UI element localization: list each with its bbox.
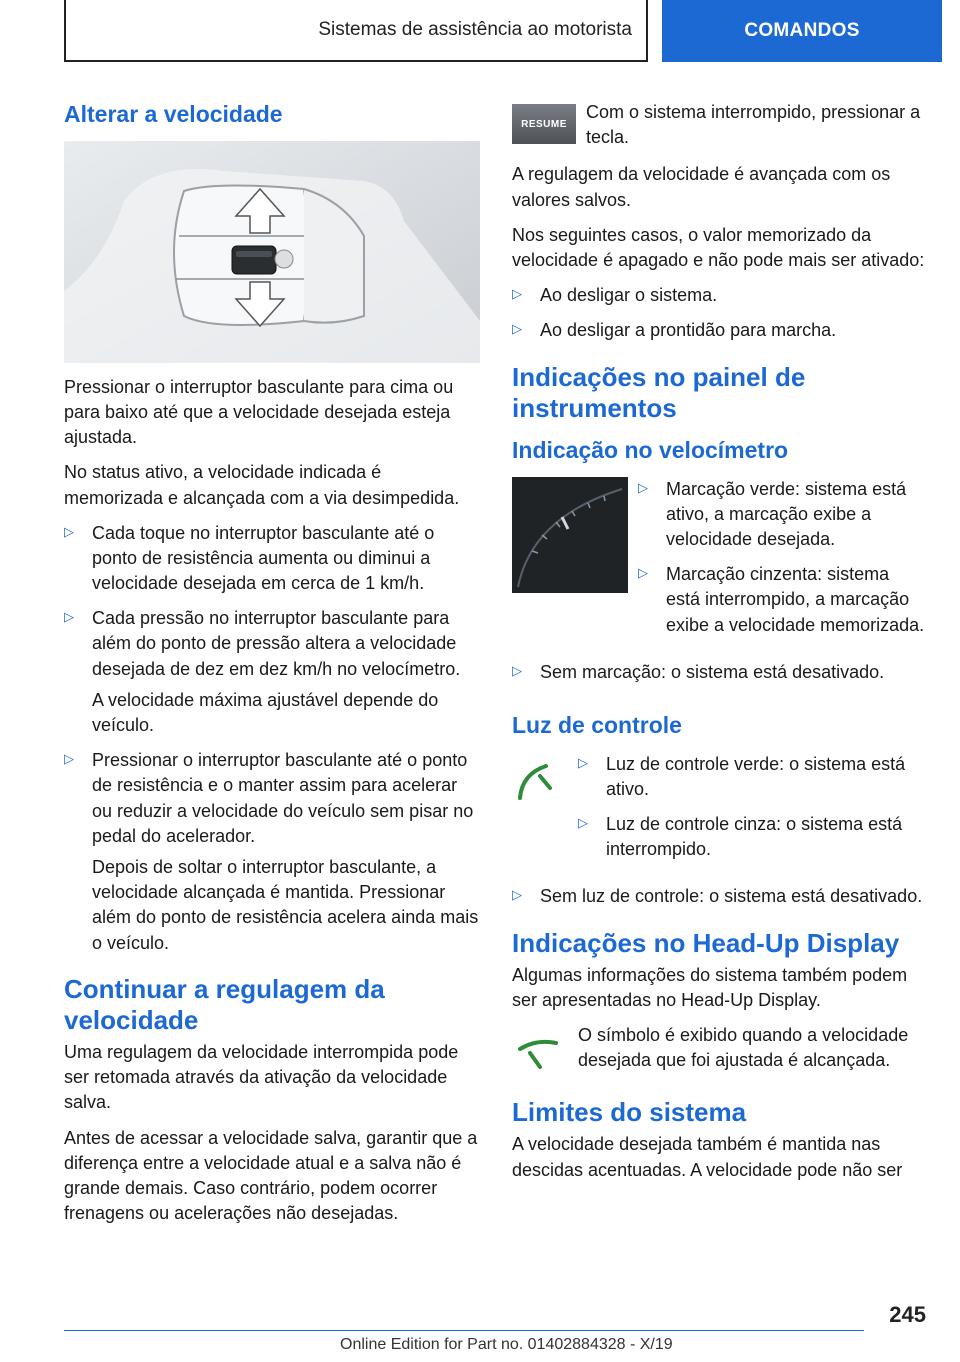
triangle-bullet-icon: ▷ xyxy=(638,479,648,495)
heading-indicacoes-painel: Indicações no painel de instrumentos xyxy=(512,361,806,423)
paragraph: Nos seguintes casos, o valor memorizado da velocidade é apagado e não pode mais ser ativado: xyxy=(512,224,925,270)
triangle-bullet-icon: ▷ xyxy=(64,609,74,625)
heading-head-up-display: Indicações no Head-Up Display xyxy=(512,927,900,958)
paragraph: A regulagem da velocidade é avançada com os valores salvos. xyxy=(512,164,891,210)
paragraph: A velocidade desejada também é mantida nas descidas acentuadas. A velocidade pode não ser xyxy=(512,1134,903,1180)
list-item: ▷ Cada pressão no interruptor basculante para além do ponto de pressão altera a velocidade desejada de dez em dez km/h no velocímetro. A velocidade máxima ajustável depende do veículo. xyxy=(64,606,480,738)
hud-cruise-symbol-icon xyxy=(512,1023,568,1079)
bullet-list xyxy=(512,283,928,343)
control-light-list xyxy=(578,752,928,873)
paragraph: Algumas informações do sistema também podem ser apresentadas no Head-Up Display. xyxy=(512,964,908,1010)
triangle-bullet-icon: ▷ xyxy=(638,565,648,581)
list-item: ▷ Luz de controle verde: o sistema está ativo. xyxy=(578,753,906,799)
heading-indicacao-velocimetro: Indicação no velocímetro xyxy=(512,436,789,463)
triangle-bullet-icon: ▷ xyxy=(512,662,522,678)
bullet-list xyxy=(512,660,928,685)
triangle-bullet-icon: ▷ xyxy=(64,751,74,767)
heading-alterar-velocidade: Alterar a velocidade xyxy=(64,101,283,127)
triangle-bullet-icon: ▷ xyxy=(512,321,522,337)
left-column xyxy=(64,100,480,1236)
triangle-bullet-icon: ▷ xyxy=(64,523,74,539)
paragraph: No status ativo, a velocidade indicada é memorizada e alcançada com a via desimpedida. xyxy=(64,462,460,508)
paragraph: Depois de soltar o interruptor basculante, a velocidade alcançada é mantida. Pressionar além do ponto de resistência acelera ainda mais o veículo. xyxy=(92,856,479,953)
list-item: ▷ Ao desligar a prontidão para marcha. xyxy=(512,320,837,341)
heading-limites-sistema: Limites do sistema xyxy=(512,1097,747,1128)
paragraph: Uma regulagem da velocidade interrompida pode ser retomada através da ativação da velocidade salva. xyxy=(64,1042,459,1113)
footer-divider xyxy=(64,1330,864,1331)
header-chapter-tab xyxy=(662,0,942,62)
list-item: ▷ Marcação cinzenta: sistema está interrompido, a marcação exibe a velocidade memorizada. xyxy=(638,564,925,635)
speedometer-row xyxy=(512,477,928,648)
list-item: ▷ Sem luz de controle: o sistema está desativado. xyxy=(512,886,923,907)
right-column xyxy=(512,100,928,1193)
speedometer-list xyxy=(638,477,928,648)
control-light-row xyxy=(512,752,928,873)
bullet-list xyxy=(64,521,480,956)
hud-symbol-description: O símbolo é exibido quando a velocidade desejada que foi ajustada é alcançada. xyxy=(578,1025,909,1071)
list-item: ▷ Marcação verde: sistema está ativo, a marcação exibe a velocidade desejada. xyxy=(638,478,907,549)
triangle-bullet-icon: ▷ xyxy=(512,286,522,302)
steering-wheel-rocker-switch-image xyxy=(64,141,480,363)
chapter-title: COMANDOS xyxy=(744,20,860,41)
triangle-bullet-icon: ▷ xyxy=(578,815,588,831)
cruise-control-indicator-icon xyxy=(512,752,568,808)
footer-edition: Online Edition for Part no. 01402884328 - X/19 xyxy=(340,1336,673,1353)
header-section xyxy=(64,0,648,62)
bullet-list xyxy=(512,884,928,909)
resume-description: Com o sistema interrompido, pressionar a tecla. xyxy=(586,102,921,148)
heading-luz-controle: Luz de controle xyxy=(512,711,682,738)
list-item: ▷ Pressionar o interruptor basculante até o ponto de resistência e o manter assim para acelerar ou reduzir a velocidade do veículo sem pisar no pedal do acelerador. Depois de soltar o interruptor basculante, a velocidade alcançada é mantida. Pressionar além do ponto de resistência acelera ainda mais o veículo. xyxy=(64,748,480,956)
triangle-bullet-icon: ▷ xyxy=(512,887,522,903)
resume-button-icon: RESUME xyxy=(512,104,576,144)
section-title: Sistemas de assistência ao motorista xyxy=(318,19,632,40)
list-item: ▷ Sem marcação: o sistema está desativado. xyxy=(512,661,885,682)
triangle-bullet-icon: ▷ xyxy=(578,754,588,770)
paragraph: Pressionar o interruptor basculante para cima ou para baixo até que a velocidade desejada esteja ajustada. xyxy=(64,376,454,448)
hud-symbol-row xyxy=(512,1023,928,1079)
heading-continuar-regulagem: Continuar a regulagem da velocidade xyxy=(64,973,385,1035)
list-item: ▷ Cada toque no interruptor basculante até o ponto de resistência aumenta ou diminui a velocidade desejada em cerca de 1 km/h. xyxy=(64,522,435,594)
speedometer-marking-image xyxy=(512,477,628,593)
paragraph: A velocidade máxima ajustável depende do veículo. xyxy=(92,689,439,735)
resume-row xyxy=(512,100,928,150)
list-item: ▷ Luz de controle cinza: o sistema está interrompido. xyxy=(578,814,903,860)
list-item: ▷ Ao desligar o sistema. xyxy=(512,285,718,306)
page-number: 245 xyxy=(889,1302,926,1327)
paragraph: Antes de acessar a velocidade salva, garantir que a diferença entre a velocidade atual e a salva não é grande demais. Caso contrário, podem ocorrer frenagens ou acelerações não desejadas. xyxy=(64,1127,478,1224)
